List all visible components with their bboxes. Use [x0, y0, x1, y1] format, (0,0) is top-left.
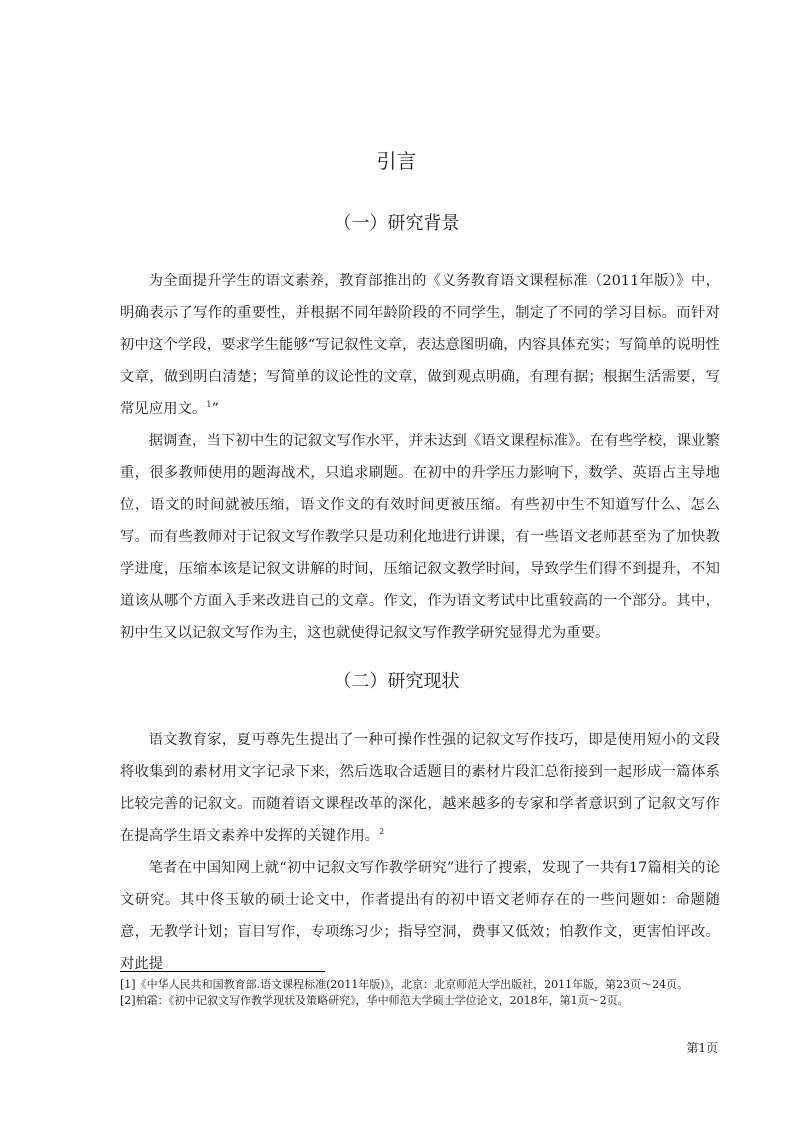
footnote-ref[interactable]: 1 — [206, 400, 212, 409]
footnotes — [120, 977, 720, 1009]
page-title: 引言 — [376, 149, 417, 173]
paragraph: 笔者在中国知网上就“初中记叙文写作教学研究”进行了搜索，发现了一共有17篇相关的论文研究。其中佟玉敏的硕士论文中，作者提出有的初中语文老师存在的一些问题如：命题随意，无教学计划；盲目写作，专项练习少；指导空洞，费事又低效；怕教作文，更害怕评改。对此提 — [120, 860, 720, 972]
paragraph: 语文教育家，夏丏尊先生提出了一种可操作性强的记叙文写作技巧，即是使用短小的文段将收集到的素材用文字记录下来，然后选取合适题目的素材片段汇总衔接到一起形成一篇体系比较完善的记叙文。而随着语文课程改革的深化，越来越多的专家和学者意识到了记叙文写作在提高学生语文素养中发挥的关键作用。$^2$ — [120, 732, 720, 844]
footnote-divider — [120, 971, 325, 972]
section-heading-status: （二）研究现状 — [333, 671, 460, 692]
footnote-ref[interactable]: 2 — [379, 827, 385, 836]
page-number: 第1页 — [686, 1041, 718, 1055]
paragraph: 为全面提升学生的语文素养，教育部推出的《义务教育语文课程标准（2011年版）》中，明确表示了写作的重要性，并根据不同年龄阶段的不同学生，制定了不同的学习目标。而针对初中这个学段，要求学生能够“写记叙性文章，表达意图明确，内容具体充实；写简单的说明性文章，做到明白清楚；写简单的议论性的文章，做到观点明确，有理有据；根据生活需要，写常见应用文。$^1$” — [120, 273, 720, 417]
footnote: [2]柏霜：《初中记叙文写作教学现状及策略研究》，华中师范大学硕士学位论文，2018年，第1页～2页。 — [120, 994, 629, 1007]
section-body-background — [120, 265, 720, 649]
section-body-status — [120, 724, 720, 980]
footnote: [1]《中华人民共和国教育部.语文课程标准(2011年版)》，北京：北京师范大学出版社，2011年版，第23页～24页。 — [120, 978, 689, 991]
paragraph: 据调查，当下初中生的记叙文写作水平，并未达到《语文课程标准》。在有些学校，课业繁重，很多教师使用的题海战术，只追求刷题。在初中的升学压力影响下，数学、英语占主导地位，语文的时间就被压缩，语文作文的有效时间更被压缩。有些初中生不知道写什么、怎么写。而有些教师对于记叙文写作教学只是功利化地进行讲课，有一些语文老师甚至为了加快教学进度，压缩本该是记叙文讲解的时间，压缩记叙文教学时间，导致学生们得不到提升，不知道该从哪个方面入手来改进自己的文章。作文，作为语文考试中比重较高的一个部分。其中，初中生又以记叙文写作为主，这也就使得记叙文写作教学研究显得尤为重要。 — [120, 433, 720, 641]
section-heading-background: （一）研究背景 — [333, 213, 460, 234]
